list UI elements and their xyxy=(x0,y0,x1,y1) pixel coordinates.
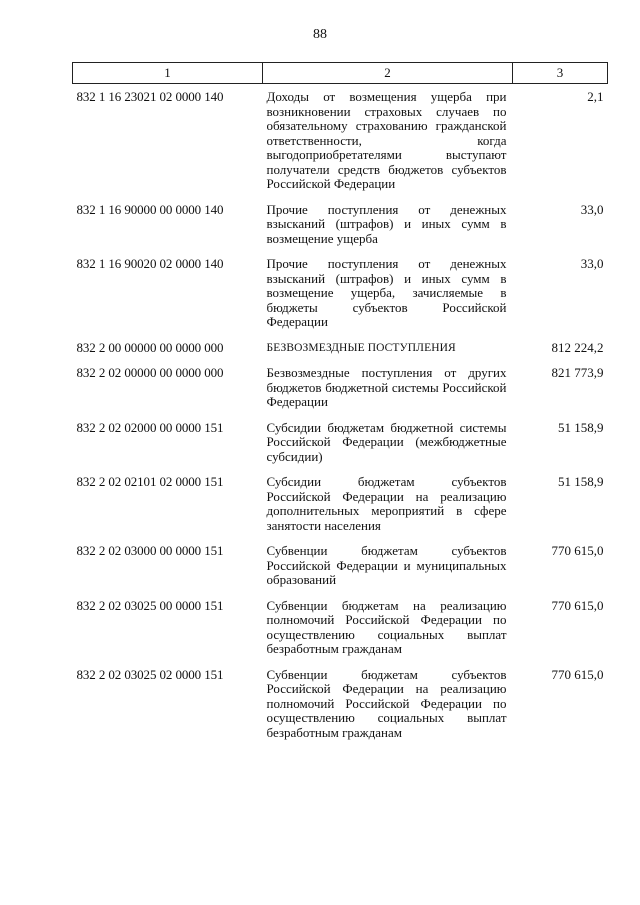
table-row xyxy=(73,544,608,599)
table-row xyxy=(73,84,608,203)
row-amount: 770 615,0 xyxy=(551,666,604,682)
row-amount: 770 615,0 xyxy=(551,543,604,558)
row-description: Доходы от возмещения ущерба при возникновении страховых случаев по обязательному страхованию гражданской ответственности, когда выгодоприобретателями выступают получатели средств бюджетов субъектов Российской Федерации xyxy=(266,89,507,191)
table-row xyxy=(73,668,608,752)
row-code: 832 2 02 03025 02 0000 151 xyxy=(76,666,224,682)
row-code: 832 2 02 02000 00 0000 151 xyxy=(76,419,224,435)
row-amount: 51 158,9 xyxy=(558,419,604,435)
row-code: 832 1 16 23021 02 0000 140 xyxy=(76,89,224,104)
row-code: 832 2 02 00000 00 0000 000 xyxy=(76,365,224,380)
table-row xyxy=(73,421,608,476)
row-description: Прочие поступления от денежных взысканий (штрафов) и иных сумм в возмещение ущерба xyxy=(266,201,507,246)
row-description: Безвозмездные поступления от других бюджетов бюджетной системы Российской Федерации xyxy=(266,365,507,409)
row-code: 832 2 02 02101 02 0000 151 xyxy=(76,474,224,489)
row-description: Прочие поступления от денежных взысканий (штрафов) и иных сумм в возмещение ущерба, зачисляемые в бюджеты субъектов Российской Федерации xyxy=(266,256,507,329)
table-row xyxy=(73,257,608,341)
row-description: Субвенции бюджетам субъектов Российской Федерации на реализацию полномочий Российской Федерации по осуществлению социальных выплат безработным гражданам xyxy=(266,666,507,740)
row-amount: 812 224,2 xyxy=(551,339,604,355)
row-description: БЕЗВОЗМЕЗДНЫЕ ПОСТУПЛЕНИЯ xyxy=(266,341,456,354)
row-description: Субвенции бюджетам на реализацию полномочий Российской Федерации по осуществлению социальных выплат безработным гражданам xyxy=(266,597,507,656)
table-row xyxy=(73,203,608,258)
row-amount: 821 773,9 xyxy=(551,365,604,380)
row-amount: 33,0 xyxy=(580,201,604,217)
row-code: 832 2 00 00000 00 0000 000 xyxy=(76,339,224,355)
row-description: Субвенции бюджетам субъектов Российской Федерации и муниципальных образований xyxy=(266,543,507,587)
row-code: 832 1 16 90000 00 0000 140 xyxy=(76,201,224,217)
row-description: Субсидии бюджетам субъектов Российской Федерации на реализацию дополнительных мероприятий в сфере занятости населения xyxy=(266,474,507,533)
row-amount: 51 158,9 xyxy=(558,474,604,489)
column-header-code: 1 xyxy=(73,63,263,84)
revenue-table xyxy=(72,62,608,751)
table-header-row xyxy=(73,63,608,84)
table-row xyxy=(73,341,608,367)
row-amount: 770 615,0 xyxy=(551,597,604,613)
column-header-amount: 3 xyxy=(513,63,608,84)
row-amount: 2,1 xyxy=(587,89,604,104)
row-description: Субсидии бюджетам бюджетной системы Российской Федерации (межбюджетные субсидии) xyxy=(266,419,507,464)
page-number: 88 xyxy=(313,27,327,42)
row-code: 832 1 16 90020 02 0000 140 xyxy=(76,256,224,271)
row-code: 832 2 02 03000 00 0000 151 xyxy=(76,543,224,558)
table-row xyxy=(73,366,608,421)
row-code: 832 2 02 03025 00 0000 151 xyxy=(76,597,224,613)
column-header-description: 2 xyxy=(263,63,513,84)
table-row xyxy=(73,599,608,668)
table-row xyxy=(73,475,608,544)
row-amount: 33,0 xyxy=(580,256,604,271)
